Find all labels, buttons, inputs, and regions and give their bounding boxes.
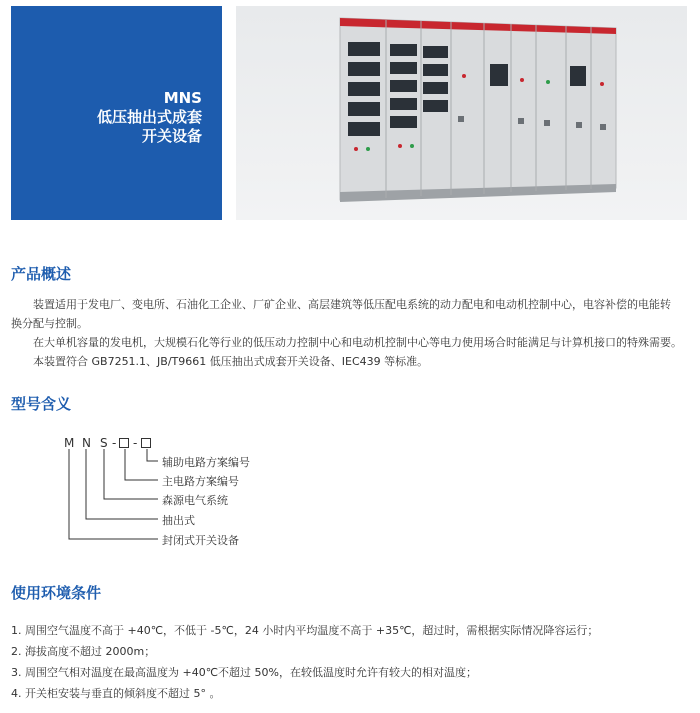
overview-heading: 产品概述 (11, 265, 72, 283)
overview-paragraph-1-line-1: 装置适用于发电厂、变电所、石油化工企业、厂矿企业、高层建筑等低压配电系统的动力配电和电动机控制中心，电容补偿的电能转 (33, 298, 671, 311)
label-withdrawable: 抽出式 (162, 514, 195, 527)
label-main-circuit-number: 主电路方案编号 (162, 475, 239, 488)
environment-item-3: 3. 周围空气相对温度在最高温度为 +40℃不超过 50%，在较低温度时允许有较大的相对温度； (11, 666, 477, 679)
code-char-s: S (100, 436, 108, 450)
code-char-m: M (64, 436, 75, 450)
model-heading: 型号含义 (11, 395, 72, 413)
label-senyuan-system: 森源电气系统 (162, 494, 228, 507)
code-dash-1: - (112, 436, 117, 450)
overview-paragraph-1-line-2: 换分配与控制。 (11, 317, 88, 330)
label-enclosed-switchgear: 封闭式开关设备 (162, 534, 239, 547)
hero-title-line-2: 低压抽出式成套 (96, 108, 202, 126)
code-dash-2: - (133, 436, 138, 450)
environment-item-4: 4. 开关柜安装与垂直的倾斜度不超过 5° 。 (11, 687, 221, 700)
overview-paragraph-2: 在大单机容量的发电机，大规模石化等行业的低压动力控制中心和电动机控制中心等电力使用场合时能满足与计算机接口的特殊需要。 (33, 336, 682, 349)
label-aux-circuit-number: 辅助电路方案编号 (162, 456, 250, 469)
hero-title-line-3: 开关设备 (141, 127, 202, 145)
overview-paragraph-3: 本装置符合 GB7251.1、JB/T9661 低压抽出式成套开关设备、IEC439 等标准。 (33, 355, 429, 368)
environment-heading: 使用环境条件 (11, 584, 102, 602)
hero-title-line-1: MNS (163, 89, 202, 107)
code-char-n: N (82, 436, 91, 450)
environment-item-1: 1. 周围空气温度不高于 +40℃，不低于 -5℃，24 小时内平均温度不高于 +35℃，超过时，需根据实际情况降容运行； (11, 624, 599, 637)
environment-item-2: 2. 海拔高度不超过 2000m； (11, 645, 156, 658)
